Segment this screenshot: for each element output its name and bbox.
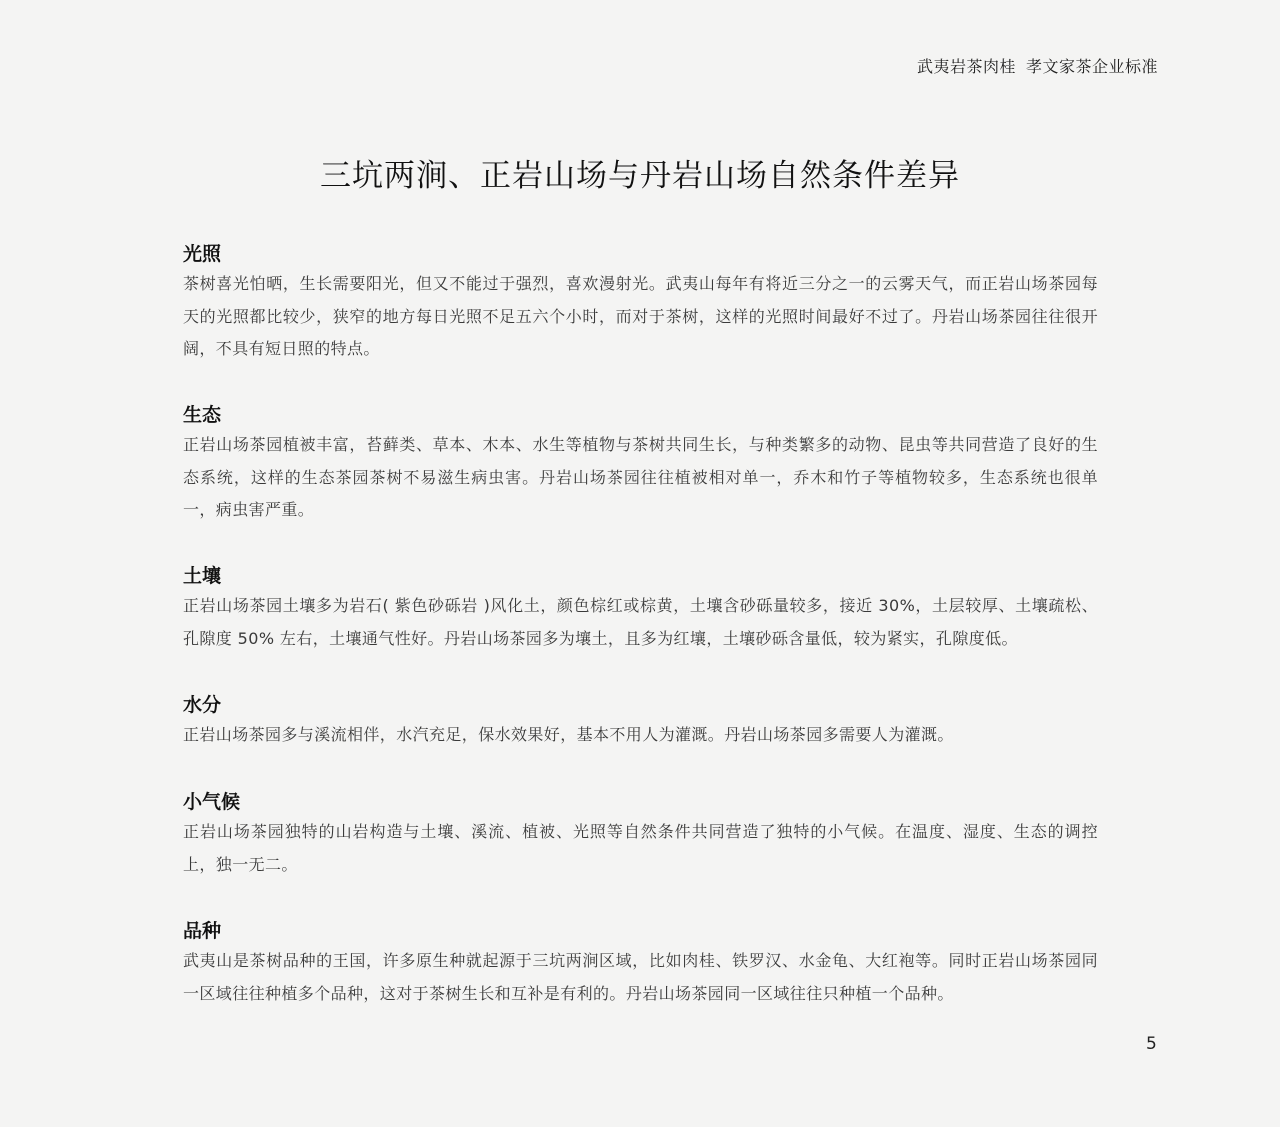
section-paragraph: 武夷山是茶树品种的王国，许多原生种就起源于三坑两涧区域，比如肉桂、铁罗汉、水金龟、大红袍等。同时正岩山场茶园同一区域往往种植多个品种，这对于茶树生长和互补是有利的。丹岩山场茶园同一区域往往只种植一个品种。 <box>183 951 1098 1003</box>
page-title: 三坑两涧、正岩山场与丹岩山场自然条件差异 <box>320 158 960 194</box>
page-number: 5 <box>1146 1034 1157 1054</box>
section-paragraph: 茶树喜光怕晒，生长需要阳光，但又不能过于强烈，喜欢漫射光。武夷山每年有将近三分之一的云雾天气，而正岩山场茶园每天的光照都比较少，狭窄的地方每日光照不足五六个小时，而对于茶树，这样的光照时间最好不过了。丹岩山场茶园往往很开阔，不具有短日照的特点。 <box>183 274 1098 358</box>
section-cultivars <box>183 917 1098 1010</box>
section-paragraph: 正岩山场茶园多与溪流相伴，水汽充足，保水效果好，基本不用人为灌溉。丹岩山场茶园多需要人为灌溉。 <box>183 725 954 744</box>
header-left-text: 武夷岩茶肉桂 <box>916 57 1016 76</box>
section-sunlight <box>183 240 1098 366</box>
section-heading: 小气候 <box>183 791 241 813</box>
section-ecology <box>183 401 1098 527</box>
section-heading: 生态 <box>183 404 222 426</box>
section-heading: 土壤 <box>183 565 222 587</box>
running-header <box>917 54 1158 77</box>
section-paragraph: 正岩山场茶园植被丰富，苔藓类、草本、木本、水生等植物与茶树共同生长，与种类繁多的动物、昆虫等共同营造了良好的生态系统，这样的生态茶园茶树不易滋生病虫害。丹岩山场茶园往往植被相对单一，乔木和竹子等植物较多，生态系统也很单一，病虫害严重。 <box>183 435 1098 519</box>
section-paragraph: 正岩山场茶园独特的山岩构造与土壤、溪流、植被、光照等自然条件共同营造了独特的小气候。在温度、湿度、生态的调控上，独一无二。 <box>183 822 1098 874</box>
section-heading: 光照 <box>183 243 222 265</box>
header-right-text: 孝文家茶企业标准 <box>1025 57 1158 76</box>
section-heading: 品种 <box>183 920 222 942</box>
section-soil <box>183 562 1098 655</box>
section-paragraph: 正岩山场茶园土壤多为岩石( 紫色砂砾岩 )风化土，颜色棕红或棕黄，土壤含砂砾量较多，接近 30%，土层较厚、土壤疏松、孔隙度 50% 左右，土壤通气性好。丹岩山场茶园多为壤土，且多为红壤，土壤砂砾含量低，较为紧实，孔隙度低。 <box>183 596 1098 648</box>
section-water <box>183 691 1098 752</box>
section-microclimate <box>183 788 1098 881</box>
section-heading: 水分 <box>183 694 222 716</box>
